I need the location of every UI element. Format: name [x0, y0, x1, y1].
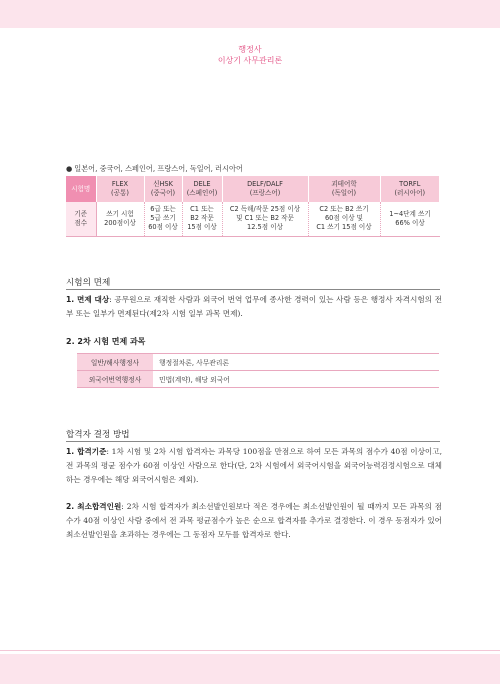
pass-item-1-text: : 1차 시험 및 2차 시험 합격자는 과목당 100점을 만점으로 하여 모든 과목의 점수가 40점 이상이고, 전 과목의 평균 점수가 60점 이상인 사람으로 한다(단, 2차 시험에서 외국어시험을 외국어능력검정시험으로 대체하는 경우에는 해당 외국어시험은 제외).: [66, 447, 442, 484]
exempt-subjects-table: [77, 353, 439, 388]
section-divider: [66, 289, 440, 290]
table-cell: 쓰기 시험 200점이상: [96, 202, 144, 236]
exemption-item-1-text: : 공무원으로 재직한 사람과 외국어 번역 업무에 종사한 경력이 있는 사람 등은 행정사 자격시험의 전부 또는 일부가 면제된다(제2차 시험 일부 과목 면제).: [66, 295, 442, 318]
exempt-value-cell: 행정절차론, 사무관리론: [153, 354, 439, 371]
bottom-decorative-band: [0, 654, 500, 684]
column-header: 신HSK (중국어): [144, 176, 182, 202]
bottom-divider: [0, 650, 500, 651]
exemption-item-1-lead: 1. 면제 대상: [66, 295, 110, 304]
language-list-text: 일본어, 중국어, 스페인어, 프랑스어, 독일어, 러시아어: [74, 164, 243, 173]
column-header: DELE (스페인어): [182, 176, 222, 202]
column-header: TORFL (러시아어): [380, 176, 440, 202]
exempt-key-cell: 일반/해사행정사: [77, 354, 153, 371]
exemption-item-1: [66, 293, 442, 321]
exempt-key-cell: 외국어번역행정사: [77, 371, 153, 388]
exemption-item-2-title: 2. 2차 시험 면제 과목: [66, 337, 146, 346]
column-header: FLEX (공통): [96, 176, 144, 202]
section-title-pass: 합격자 결정 방법: [66, 430, 130, 440]
table-cell: C2 독해/작문 25점 이상 및 C1 또는 B2 작문 12.5점 이상: [222, 202, 308, 236]
pass-item-1: [66, 445, 442, 487]
column-header: DELF/DALF (프랑스어): [222, 176, 308, 202]
header-subtitle: 이상기 사무관리론: [217, 56, 283, 65]
table-cell: 1~4단계 쓰기 66% 이상: [380, 202, 440, 236]
bullet-icon: ●: [66, 164, 73, 173]
table-row: [77, 354, 439, 371]
pass-item-2-text: : 2차 시험 합격자가 최소선발인원보다 적은 경우에는 최소선발인원이 될 때까지 모든 과목의 점수가 40점 이상인 사람 중에서 전 과목 평균점수가 높은 순으로 합격자를 추가로 결정한다. 이 경우 동점자가 있어 최소선발인원을 초과하는 경우에는 그 동점자 모두를 합격자로 한다.: [66, 502, 442, 539]
table-cell: C2 또는 B2 쓰기 60점 이상 및 C1 쓰기 15점 이상: [308, 202, 380, 236]
top-decorative-band: [0, 0, 500, 28]
header-title: 행정사: [238, 45, 262, 54]
section-title-exemption: 시험의 면제: [66, 278, 111, 288]
table-cell: 6급 또는 5급 쓰기 60점 이상: [144, 202, 182, 236]
column-header: 괴테어학 (독일어): [308, 176, 380, 202]
language-list: [66, 164, 243, 174]
exempt-value-cell: 민법(계약), 해당 외국어: [153, 371, 439, 388]
language-test-table: [66, 176, 440, 237]
section-divider: [66, 441, 440, 442]
pass-item-2: [66, 500, 442, 542]
table-cell: C1 또는 B2 작문 15점 이상: [182, 202, 222, 236]
pass-item-2-lead: 2. 최소합격인원: [66, 502, 122, 511]
table-row: [66, 202, 440, 236]
pass-item-1-lead: 1. 합격기준: [66, 447, 107, 456]
table-corner-cell: 시험명: [66, 176, 96, 202]
table-header-row: [66, 176, 440, 202]
running-header: [0, 44, 500, 66]
table-row: [77, 371, 439, 388]
row-header-cell: 기준 점수: [66, 202, 96, 236]
